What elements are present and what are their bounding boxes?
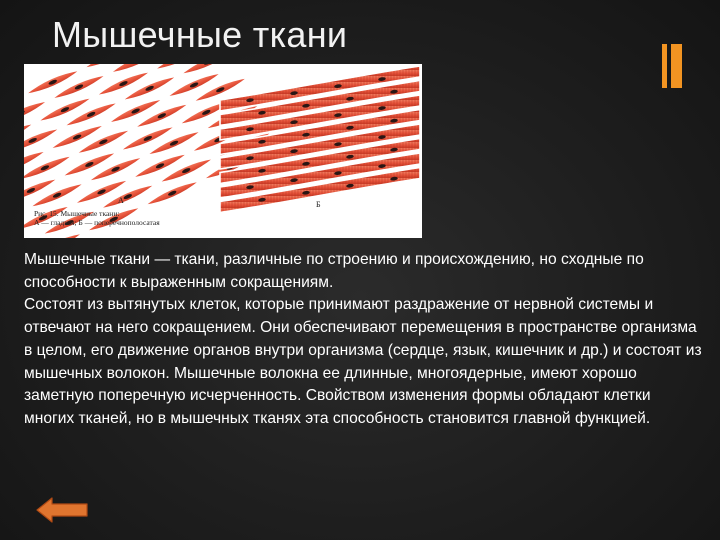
muscle-tissue-figure [24, 64, 422, 238]
back-button[interactable] [36, 497, 88, 523]
figure-caption [34, 209, 274, 227]
figure-caption-line2: А — гладкая; Б — поперечнополосатая [34, 218, 160, 227]
slide-title: Мышечные ткани [52, 14, 348, 55]
paragraph-definition: Мышечные ткани — ткани, различные по строению и происхождению, но сходные по способности к выраженным сокращениям. [24, 251, 644, 291]
figure-label-b: Б [316, 200, 321, 209]
paragraph-description: Состоят из вытянутых клеток, которые принимают раздражение от нервной системы и отвечают на него сокращением. Они обеспечивают перемещения в пространстве организма в целом, его движение органов внутри организма (сердце, язык, кишечник и др.) и состоят из мышечных волокон. Мышечные волокна ее длинные, многоядерные, имеют хорошо заметную поперечную исчерченность. Свойством изменения формы обладают клетки многих тканей, но в мышечных тканях эта способность становится главной функцией. [24, 296, 702, 427]
figure-caption-line1: Рис. 15. Мышечные ткани: [34, 209, 120, 218]
left-arrow-icon [36, 497, 88, 523]
accent-bar [662, 44, 682, 88]
slide-body [24, 249, 704, 431]
accent-bar-thick [671, 44, 682, 88]
accent-bar-thin [662, 44, 667, 88]
striated-muscle-panel [220, 66, 420, 213]
figure-label-a: А [118, 196, 124, 205]
